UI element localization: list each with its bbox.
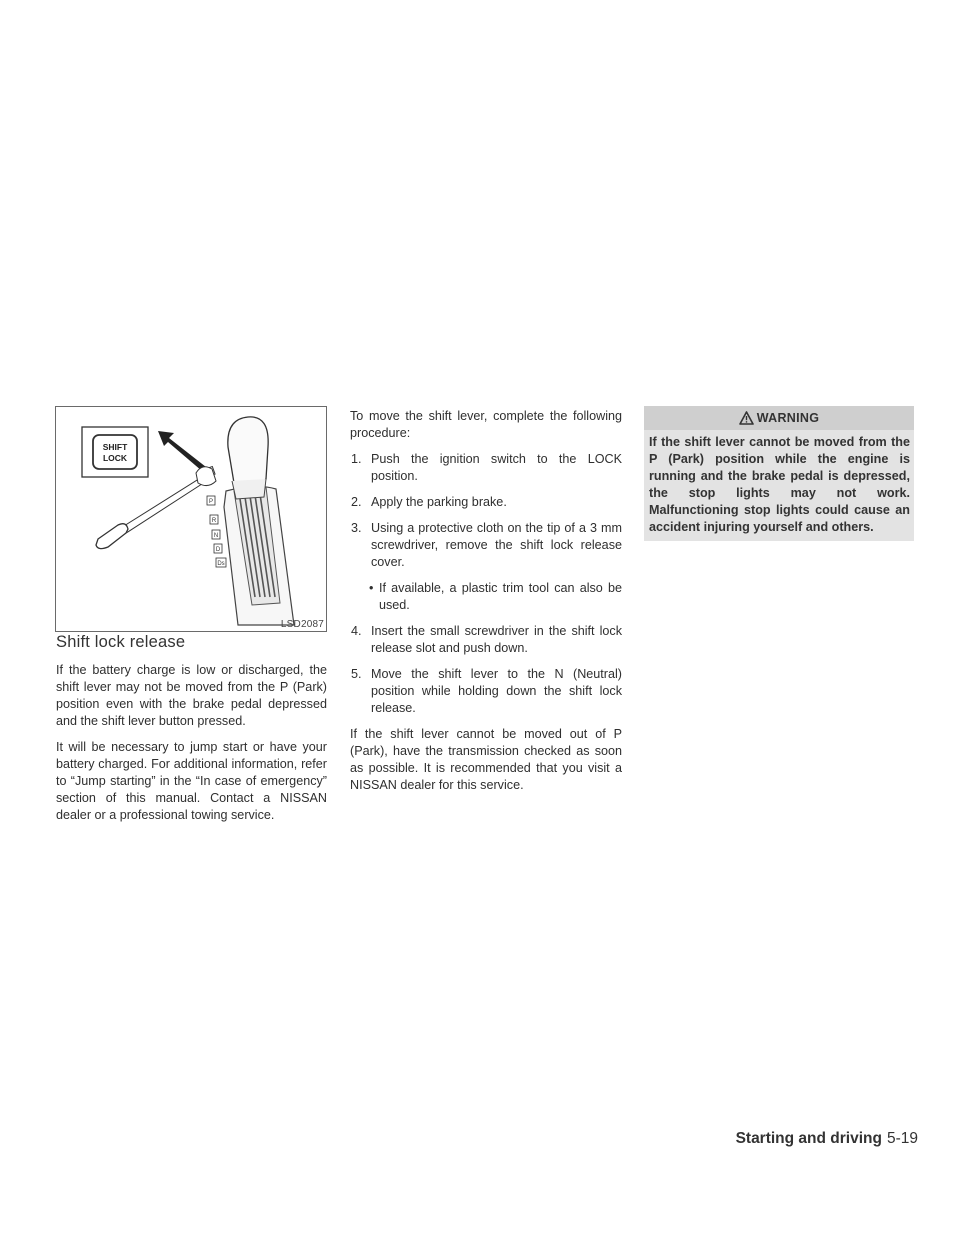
step-3 bbox=[350, 520, 622, 571]
step-text: Apply the parking brake. bbox=[371, 495, 507, 509]
procedure-column bbox=[350, 408, 622, 803]
screwdriver-handle bbox=[96, 524, 128, 549]
step-1 bbox=[350, 451, 622, 485]
page-footer bbox=[736, 1130, 918, 1148]
intro-paragraph-2: It will be necessary to jump start or have your battery charged. For additional information, refer to “Jump starting” in the “In case of emergency” section of this manual. Contact a NISSAN dealer or a professional towing service. bbox=[56, 740, 327, 822]
step-4 bbox=[350, 623, 622, 657]
closing-paragraph: If the shift lever cannot be moved out of P (Park), have the transmission checked as soon as possible. It is recommended that you visit a NISSAN dealer for this service. bbox=[350, 727, 622, 792]
footer-section-name: Starting and driving bbox=[735, 1130, 882, 1147]
step-number: 2. bbox=[351, 495, 362, 509]
gear-n-label: N bbox=[213, 533, 219, 539]
step-number: 5. bbox=[351, 667, 362, 681]
step-text: Move the shift lever to the N (Neutral) position while holding down the shift lock release. bbox=[371, 667, 622, 715]
step-number: 1. bbox=[351, 452, 362, 466]
step-text: Insert the small screwdriver in the shift lock release slot and push down. bbox=[371, 624, 622, 655]
warning-header bbox=[644, 406, 914, 430]
step-text: Push the ignition switch to the LOCK position. bbox=[371, 452, 622, 483]
step-number: 3. bbox=[351, 521, 362, 535]
step-text: Using a protective cloth on the tip of a 3 mm screwdriver, remove the shift lock release cover. bbox=[371, 521, 622, 569]
shift-lock-illustration bbox=[55, 406, 327, 632]
inset-label-line1: SHIFT bbox=[102, 442, 128, 452]
warning-text: If the shift lever cannot be moved from the P (Park) position while the engine is running and the brake pedal is depressed, the stop lights may not work. Malfunctioning stop lights could cause an accident injuring yourself and others. bbox=[649, 435, 910, 534]
gear-r-label: R bbox=[211, 518, 217, 524]
warning-box bbox=[644, 406, 914, 541]
page-number: 5-19 bbox=[886, 1130, 918, 1147]
intro-paragraph-1: If the battery charge is low or discharged, the shift lever may not be moved from the P (Park) position even with the brake pedal depressed and the shift lever button pressed. bbox=[56, 663, 327, 728]
procedure-steps bbox=[350, 451, 622, 717]
pointer-arrow-icon bbox=[158, 431, 206, 471]
bullet-mark: • bbox=[369, 581, 374, 595]
gear-d-label: D bbox=[215, 547, 221, 553]
warning-title: WARNING bbox=[756, 411, 820, 425]
shift-lock-button-shape bbox=[93, 435, 137, 469]
left-column bbox=[56, 662, 327, 833]
step-3-bullet bbox=[350, 580, 622, 614]
gear-ds-label: Ds bbox=[217, 561, 225, 567]
gear-p-label: P bbox=[208, 499, 214, 505]
shift-lever-drawing bbox=[56, 407, 326, 631]
inset-label-line2: LOCK bbox=[102, 453, 128, 463]
procedure-intro: To move the shift lever, complete the following procedure: bbox=[350, 409, 622, 440]
bullet-text: If available, a plastic trim tool can also be used. bbox=[379, 581, 622, 612]
warning-triangle-icon bbox=[739, 411, 754, 425]
step-5 bbox=[350, 666, 622, 717]
screwdriver-shaft bbox=[116, 477, 205, 537]
knob-base bbox=[232, 479, 266, 499]
step-2 bbox=[350, 494, 622, 511]
step-number: 4. bbox=[351, 624, 362, 638]
section-title: Shift lock release bbox=[56, 633, 186, 651]
shift-knob bbox=[228, 417, 268, 485]
figure-code: LSD2087 bbox=[280, 619, 324, 630]
